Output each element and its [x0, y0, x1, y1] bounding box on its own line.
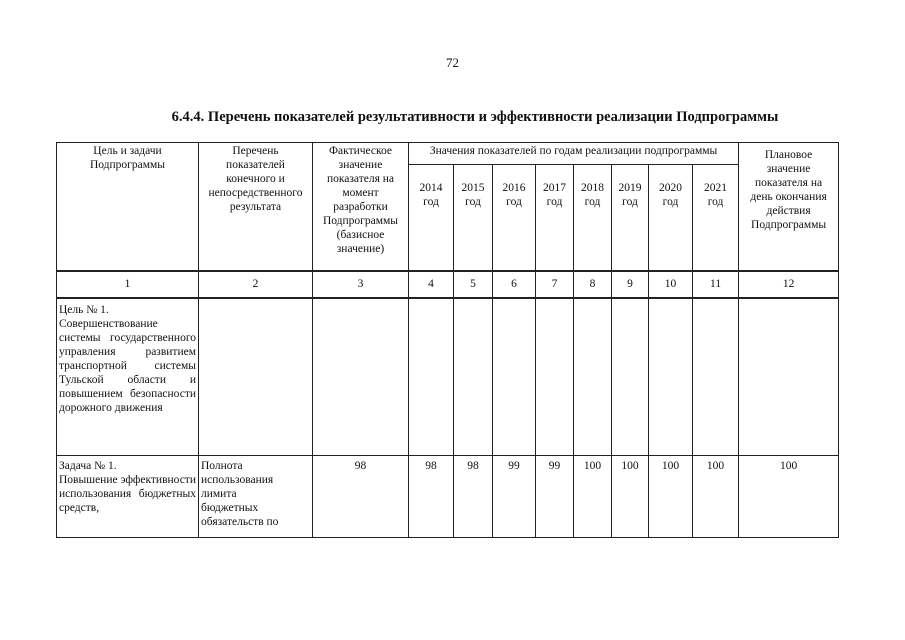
header-row — [57, 143, 839, 165]
col-number: 6 — [493, 271, 536, 298]
empty-cell — [199, 298, 313, 456]
empty-cell — [493, 298, 536, 456]
empty-cell — [454, 298, 493, 456]
year-2018: 2018 год — [574, 165, 612, 271]
empty-cell — [313, 298, 409, 456]
col-number: 1 — [57, 271, 199, 298]
value-2017: 99 — [536, 456, 574, 538]
empty-cell — [693, 298, 739, 456]
empty-cell — [612, 298, 649, 456]
year-2020: 2020 год — [649, 165, 693, 271]
col-number: 3 — [313, 271, 409, 298]
page-number: 72 — [446, 55, 459, 70]
goal-text: Цель № 1. Совершенствование системы государственного управления развитием транспортной системы Тульской области и повышением безопасности дорожного движения — [57, 298, 199, 456]
empty-cell — [574, 298, 612, 456]
col-number: 8 — [574, 271, 612, 298]
year-2017: 2017 год — [536, 165, 574, 271]
col-number: 2 — [199, 271, 313, 298]
year-2015: 2015 год — [454, 165, 493, 271]
col-number: 5 — [454, 271, 493, 298]
task-text: Задача № 1. Повышение эффективности использования бюджетных средств, — [57, 456, 199, 538]
header-yearly-values: Значения показателей по годам реализации подпрограммы — [409, 143, 739, 165]
empty-cell — [536, 298, 574, 456]
header-goal: Цель и задачи Подпрограммы — [57, 143, 199, 271]
col-number: 12 — [739, 271, 839, 298]
col-number: 11 — [693, 271, 739, 298]
goal-row — [57, 298, 839, 456]
empty-cell — [739, 298, 839, 456]
year-2021: 2021 год — [693, 165, 739, 271]
year-2016: 2016 год — [493, 165, 536, 271]
header-indicator-list: Перечень показателей конечного и непосредственного результата — [199, 143, 313, 271]
section-title: 6.4.4. Перечень показателей результативности и эффективности реализации Подпрограммы — [171, 109, 779, 125]
plan-value: 100 — [739, 456, 839, 538]
col-number: 9 — [612, 271, 649, 298]
indicator-text: Полнота использования лимита бюджетных обязательств по — [199, 456, 313, 538]
col-number: 10 — [649, 271, 693, 298]
value-2016: 99 — [493, 456, 536, 538]
task-row — [57, 456, 839, 538]
value-2018: 100 — [574, 456, 612, 538]
value-2021: 100 — [693, 456, 739, 538]
value-2015: 98 — [454, 456, 493, 538]
col-number: 7 — [536, 271, 574, 298]
empty-cell — [409, 298, 454, 456]
column-numbers-row — [57, 271, 839, 298]
year-2019: 2019 год — [612, 165, 649, 271]
actual-value: 98 — [313, 456, 409, 538]
col-number: 4 — [409, 271, 454, 298]
value-2014: 98 — [409, 456, 454, 538]
header-plan-value: Плановое значение показателя на день окончания действия Подпрограммы — [739, 143, 839, 271]
header-actual-value: Фактическое значение показателя на момент разработки Подпрограммы (базисное значение) — [313, 143, 409, 271]
empty-cell — [649, 298, 693, 456]
indicators-table — [56, 142, 839, 538]
value-2020: 100 — [649, 456, 693, 538]
year-2014: 2014 год — [409, 165, 454, 271]
value-2019: 100 — [612, 456, 649, 538]
